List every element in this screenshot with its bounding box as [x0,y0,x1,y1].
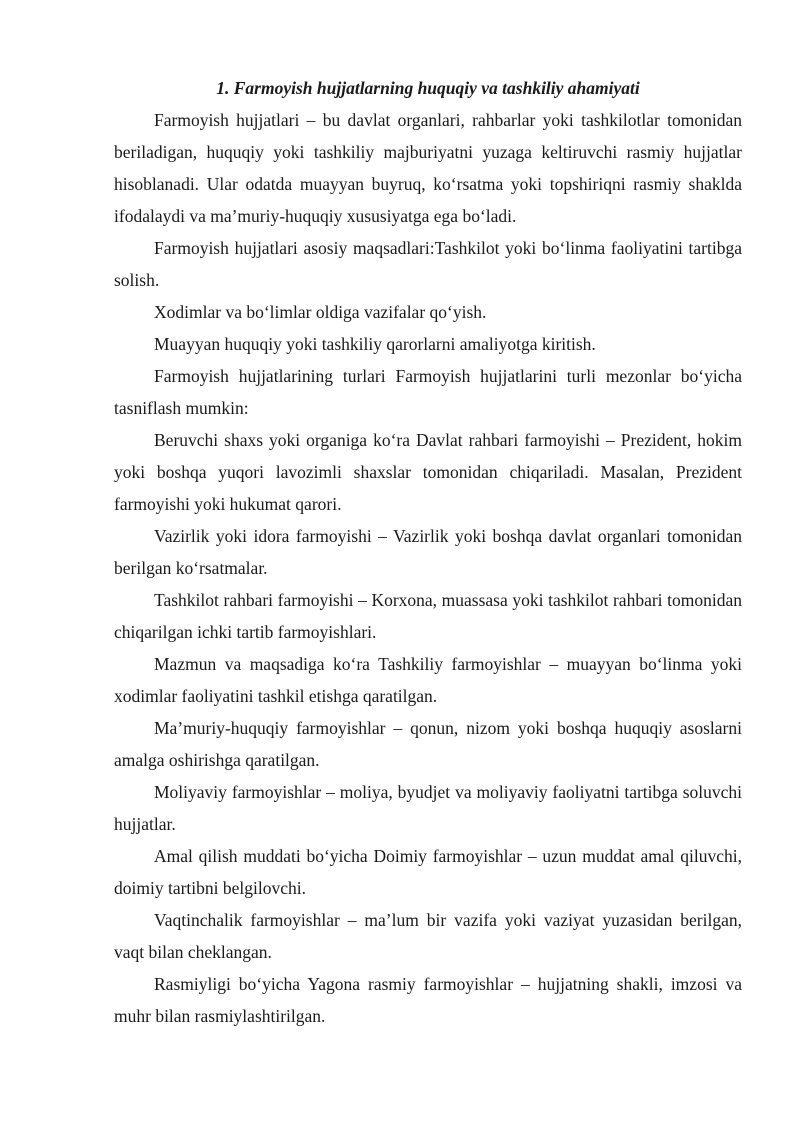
document-page [114,72,742,1032]
paragraph-head-of-state: Beruvchi shaxs yoki organiga ko‘ra Davlat rahbari farmoyishi – Prezident, hokim yoki boshqa yuqori lavozimli shaxslar tomonidan chiqariladi. Masalan, Prezident farmoyishi yoki hukumat qarori. [114,430,742,514]
paragraph-financial: Moliyaviy farmoyishlar – moliya, byudjet va moliyaviy faoliyatni tartibga soluvchi hujjatlar. [114,782,742,834]
paragraph-types: Farmoyish hujjatlarining turlari Farmoyish hujjatlarini turli mezonlar bo‘yicha tasniflash mumkin: [114,366,742,418]
paragraph-permanent: Amal qilish muddati bo‘yicha Doimiy farmoyishlar – uzun muddat amal qiluvchi, doimiy tartibni belgilovchi. [114,846,742,898]
paragraph-administrative-legal: Ma’muriy-huquqiy farmoyishlar – qonun, nizom yoki boshqa huquqiy asoslarni amalga oshirishga qaratilgan. [114,718,742,770]
paragraph-organizational: Mazmun va maqsadiga ko‘ra Tashkiliy farmoyishlar – muayyan bo‘linma yoki xodimlar faoliyatini tashkil etishga qaratilgan. [114,654,742,706]
section-title: 1. Farmoyish hujjatlarning huquqiy va tashkiliy ahamiyati [216,78,640,98]
paragraph-goals: Farmoyish hujjatlari asosiy maqsadlari:Tashkilot yoki bo‘linma faoliyatini tartibga solish. [114,238,742,290]
paragraph-organization-head: Tashkilot rahbari farmoyishi – Korxona, muassasa yoki tashkilot rahbari tomonidan chiqarilgan ichki tartib farmoyishlari. [114,590,742,642]
paragraph-official: Rasmiyligi bo‘yicha Yagona rasmiy farmoyishlar – hujjatning shakli, imzosi va muhr bilan rasmiylashtirilgan. [114,974,742,1026]
paragraph-ministry: Vazirlik yoki idora farmoyishi – Vazirlik yoki boshqa davlat organlari tomonidan berilgan ko‘rsatmalar. [114,526,742,578]
paragraph-temporary: Vaqtinchalik farmoyishlar – ma’lum bir vazifa yoki vaziyat yuzasidan berilgan, vaqt bilan cheklangan. [114,910,742,962]
paragraph-goal-decisions: Muayyan huquqiy yoki tashkiliy qarorlarni amaliyotga kiritish. [154,334,596,354]
paragraph-goal-tasks: Xodimlar va bo‘limlar oldiga vazifalar qo‘yish. [154,302,487,322]
paragraph-definition: Farmoyish hujjatlari – bu davlat organlari, rahbarlar yoki tashkilotlar tomonidan beriladigan, huquqiy yoki tashkiliy majburiyatni yuzaga keltiruvchi rasmiy hujjatlar hisoblanadi. Ular odatda muayyan buyruq, ko‘rsatma yoki topshiriqni rasmiy shaklda ifodalaydi va ma’muriy-huquqiy xususiyatga ega bo‘ladi. [114,110,742,226]
